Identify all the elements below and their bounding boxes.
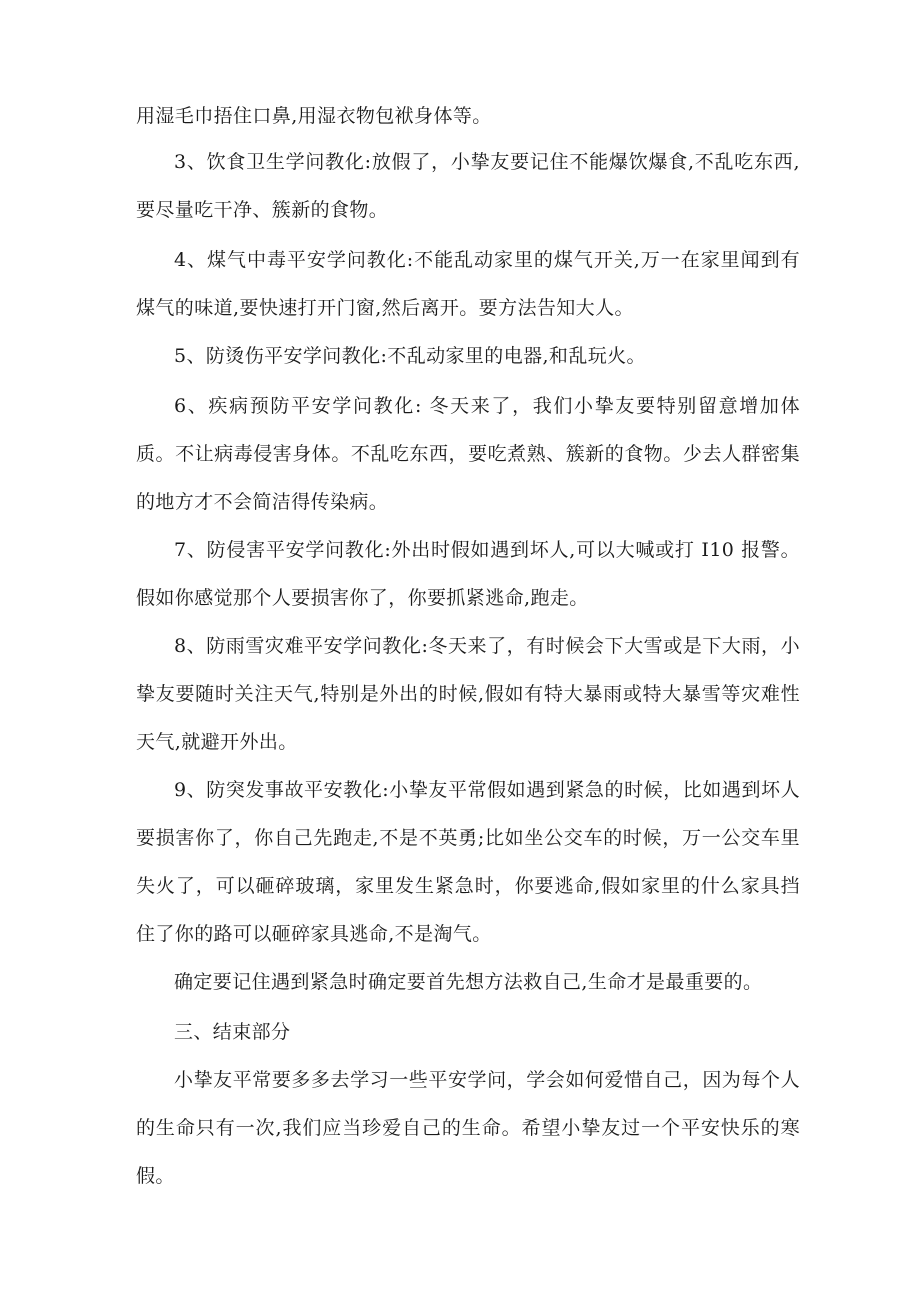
paragraph-closing: 小挚友平常要多多去学习一些平安学问，学会如何爱惜自己，因为每个人的生命只有一次,我们应当珍爱自己的生命。希望小挚友过一个平安快乐的寒假。 bbox=[136, 1069, 800, 1187]
paragraph-emergency: 9、防突发事故平安教化:小挚友平常假如遇到紧急的时候，比如遇到坏人要损害你了，你自己先跑走,不是不英勇;比如坐公交车的时候，万一公交车里失火了，可以砸碎玻璃，家里发生紧急时，你要逃命,假如家里的什么家具挡住了你的路可以砸碎家具逃命,不是淘气。 bbox=[136, 779, 800, 945]
paragraph-anti-harm: 7、防侵害平安学问教化:外出时假如遇到坏人,可以大喊或打 I10 报警。假如你感觉那个人要损害你了，你要抓紧逃命,跑走。 bbox=[136, 539, 800, 609]
paragraph-disease-prevention: 6、疾病预防平安学问教化: 冬天来了，我们小挚友要特别留意增加体质。不让病毒侵害身体。不乱吃东西，要吃煮熟、簇新的食物。少去人群密集的地方才不会简洁得传染病。 bbox=[136, 395, 800, 513]
paragraph-remember: 确定要记住遇到紧急时确定要首先想方法救自己,生命才是最重要的。 bbox=[174, 971, 763, 993]
paragraph-gas-poisoning: 4、煤气中毒平安学问教化:不能乱动家里的煤气开关,万一在家里闻到有煤气的味道,要快速打开门窗,然后离开。要方法告知大人。 bbox=[136, 249, 800, 319]
paragraph-continuation: 用湿毛巾捂住口鼻,用湿衣物包袱身体等。 bbox=[136, 105, 492, 127]
section-heading-ending: 三、结束部分 bbox=[174, 1021, 291, 1043]
paragraph-burn-prevention: 5、防烫伤平安学问教化:不乱动家里的电器,和乱玩火。 bbox=[174, 345, 646, 367]
paragraph-food-hygiene: 3、饮食卫生学问教化:放假了，小挚友要记住不能爆饮爆食,不乱吃东西,要尽量吃干净、簇新的食物。 bbox=[136, 151, 800, 221]
paragraph-weather-disaster: 8、防雨雪灾难平安学问教化:冬天来了，有时候会下大雪或是下大雨，小挚友要随时关注天气,特别是外出的时候,假如有特大暴雨或特大暴雪等灾难性天气,就避开外出。 bbox=[136, 635, 800, 753]
